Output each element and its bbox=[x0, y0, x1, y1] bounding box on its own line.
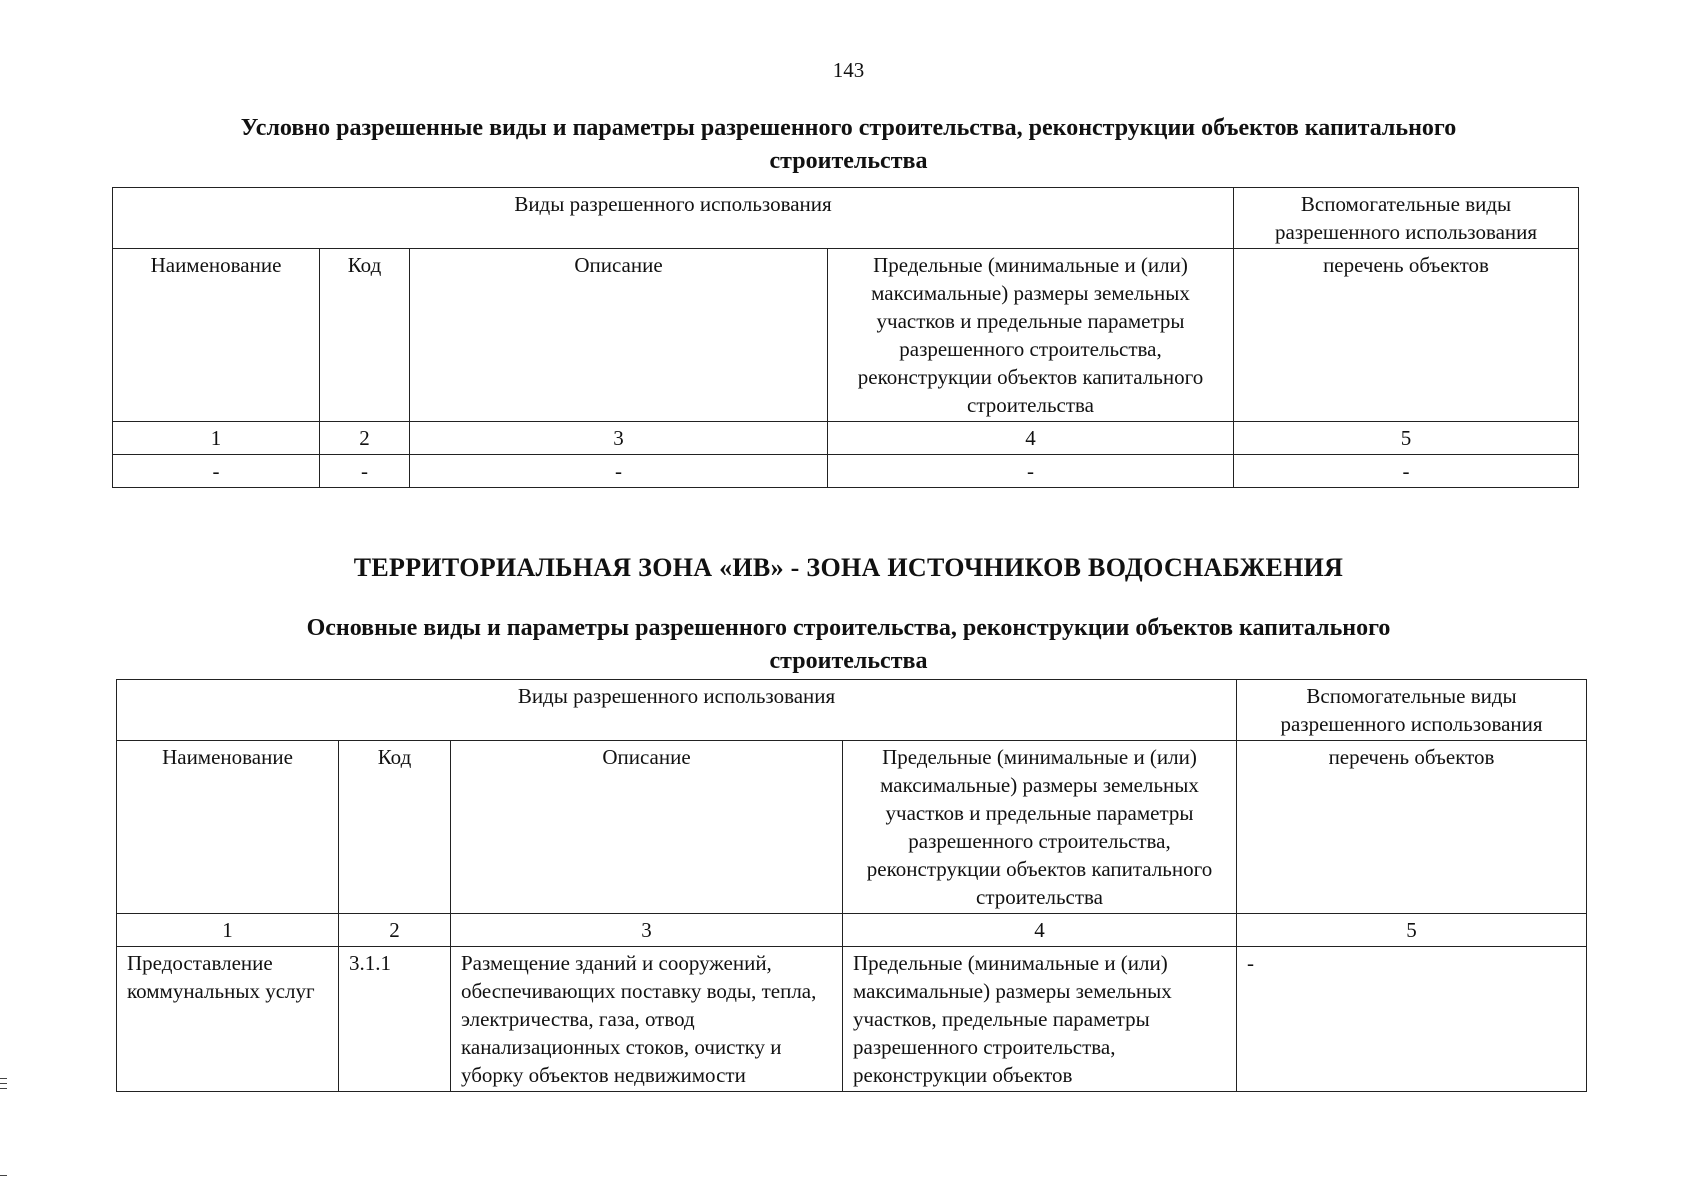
table1-title-line2: строительства bbox=[769, 148, 928, 174]
table1-aux-header: Вспомогательные виды разрешенного использования bbox=[1234, 188, 1579, 249]
table2-num-3: 3 bbox=[451, 914, 843, 947]
scan-edge-mark bbox=[0, 1175, 7, 1176]
table2-cell-code: 3.1.1 bbox=[339, 947, 451, 1092]
table1-num-3: 3 bbox=[410, 422, 828, 455]
table1-num-4: 4 bbox=[828, 422, 1234, 455]
table2-num-4: 4 bbox=[843, 914, 1237, 947]
table2 bbox=[116, 679, 1587, 1092]
table2-col-limits: Предельные (минимальные и (или) максимальные) размеры земельных участков и предельные параметры разрешенного строительства, реконструкции объектов капитального строительства bbox=[843, 741, 1237, 914]
zone-title: ТЕРРИТОРИАЛЬНАЯ ЗОНА «ИВ» - ЗОНА ИСТОЧНИКОВ ВОДОСНАБЖЕНИЯ bbox=[353, 553, 1344, 582]
table1-cell-objects: - bbox=[1234, 455, 1579, 488]
scan-edge-mark bbox=[0, 1083, 7, 1084]
scan-edge-mark bbox=[0, 1088, 7, 1089]
table2-cell-limits: Предельные (минимальные и (или) максимальные) размеры земельных участков, предельные параметры разрешенного строительства, реконструкции объектов bbox=[843, 947, 1237, 1092]
scan-edge-mark bbox=[0, 1078, 7, 1079]
table2-title-line2: строительства bbox=[769, 648, 928, 674]
table2-cell-objects: - bbox=[1237, 947, 1587, 1092]
table2-cell-description: Размещение зданий и сооружений, обеспечивающих поставку воды, тепла, электричества, газа, отвод канализационных стоков, очистку и уборку объектов недвижимости bbox=[451, 947, 843, 1092]
table1-cell-name: - bbox=[113, 455, 320, 488]
table1 bbox=[112, 187, 1579, 488]
table2-cell-name: Предоставление коммунальных услуг bbox=[117, 947, 339, 1092]
table1-col-limits: Предельные (минимальные и (или) максимальные) размеры земельных участков и предельные параметры разрешенного строительства, реконструкции объектов капитального строительства bbox=[828, 249, 1234, 422]
table2-num-2: 2 bbox=[339, 914, 451, 947]
table1-title-line1: Условно разрешенные виды и параметры разрешенного строительства, реконструкции объектов капитального bbox=[240, 115, 1457, 141]
table1-cell-description: - bbox=[410, 455, 828, 488]
page-number: 143 bbox=[832, 58, 865, 82]
table2-group-header: Виды разрешенного использования bbox=[117, 680, 1237, 741]
table2-col-name: Наименование bbox=[117, 741, 339, 914]
table1-cell-limits: - bbox=[828, 455, 1234, 488]
table1-group-header: Виды разрешенного использования bbox=[113, 188, 1234, 249]
table2-title bbox=[0, 612, 1697, 678]
table2-title-line1: Основные виды и параметры разрешенного строительства, реконструкции объектов капитального bbox=[306, 615, 1391, 641]
table2-col-objects: перечень объектов bbox=[1237, 741, 1587, 914]
table-row bbox=[117, 947, 1587, 1092]
table2-number-row bbox=[117, 914, 1587, 947]
table1-col-objects: перечень объектов bbox=[1234, 249, 1579, 422]
table1-col-name: Наименование bbox=[113, 249, 320, 422]
table1-title bbox=[0, 112, 1697, 178]
table2-col-code: Код bbox=[339, 741, 451, 914]
table2-num-1: 1 bbox=[117, 914, 339, 947]
table1-num-1: 1 bbox=[113, 422, 320, 455]
table2-num-5: 5 bbox=[1237, 914, 1587, 947]
table2-col-description: Описание bbox=[451, 741, 843, 914]
table1-number-row bbox=[113, 422, 1579, 455]
table2-aux-header: Вспомогательные виды разрешенного использования bbox=[1237, 680, 1587, 741]
table1-col-description: Описание bbox=[410, 249, 828, 422]
table1-num-5: 5 bbox=[1234, 422, 1579, 455]
table1-num-2: 2 bbox=[320, 422, 410, 455]
table1-col-code: Код bbox=[320, 249, 410, 422]
table-row bbox=[113, 455, 1579, 488]
table1-cell-code: - bbox=[320, 455, 410, 488]
